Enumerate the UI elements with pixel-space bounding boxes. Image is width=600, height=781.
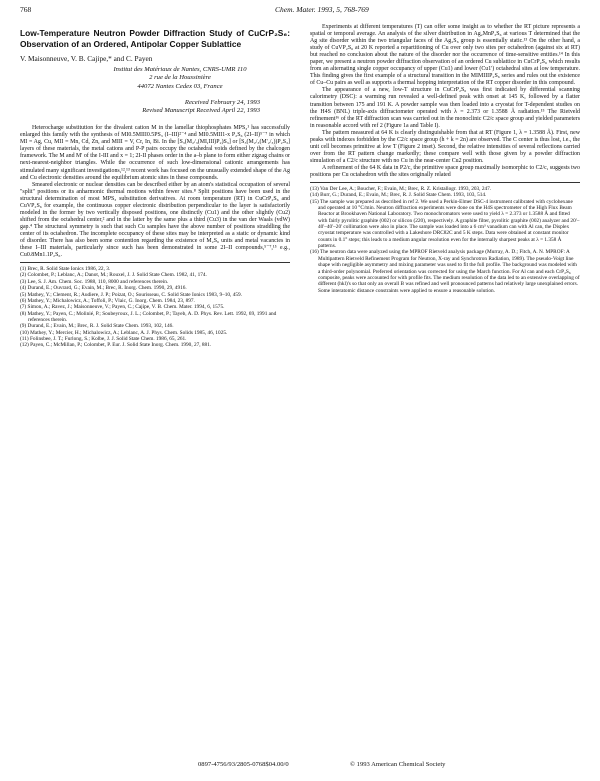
body-paragraph: The pattern measured at 64 K is clearly distinguishable from that at RT (Figure 1, λ = 1.3588 Å). First, new peaks with indexes forbidden by the C2/c space group (h + k = 2n) are observed. The C center is thus lost, i.e., the unit cell becomes primitive at low T (Figure 2 inset). Second, the relative intensities of several reflections carried over from the RT pattern change markedly; these compare well with those given by a powder diffraction simulation of a C2/c structure with no Cu in the near-center Cu2 position. xyxy=(310,129,580,164)
body-paragraph: Experiments at different temperatures (T) can offer some insight as to whether the RT picture represents a spatial or temporal average. An analysis of the silver distribution in Ag₂MnP₂S₆ at various T determined that the Ag site disorder within the two triangular faces of the Ag₂S₆ group is essentially static.¹³ On the other hand, a study of CuVP₂S₆ at 20 K reported a repartitioning of Cu over only two sites per octahedron (against six at RT) but reached no conclusion about the nature of the disorder nor the occurrence of time-sensitive entities.¹⁴ In this paper, we present a neutron powder diffraction observation of an ordered Cu sublattice in CuCrP₂S₆ which results from an alternating single copper occupancy of upper (Cu1) and lower (Cu1') octahedral sites at low temperature. This finding gives the first example of a structural transition in the MIMIIIP₂S₆ series and rules out the existence of Cu–Cu pairs as well as supports a thermal hopping interpretation of the RT copper disorder in this compound. xyxy=(310,24,580,87)
reference-item: (11) Folinsbee, J. T.; Furlong, S.; Kolbe, J. J. Solid State Chem. 1986, 65, 261. xyxy=(20,335,187,342)
footnote-rule xyxy=(310,182,580,183)
reference-item: (14) Burr, G.; Durand, E.; Evain, M.; Brec, R. J. Solid State Chem. 1993, 103, 514. xyxy=(310,192,487,199)
received-line: Received February 24, 1993 xyxy=(184,98,260,106)
affiliation-line: Institut des Matériaux de Nantes, CNRS-UMR 110 xyxy=(113,66,247,74)
reference-item: (2) Colombet, P.; Leblanc, A.; Danot, M.; Rouxel, J. J. Solid State Chem. 1982, 41, 174. xyxy=(20,272,207,279)
reference-item: (5) Mathey, Y.; Clement, R.; Audiere, J. P.; Poizat, O.; Sourisseau, C. Solid State Ionics 1983, 9–10, 459. xyxy=(20,291,242,298)
reference-item: (16) The neutron data were analyzed using the MPROF Rietveld analysis package (Murray, A. D.; Fitch, A. N. MPROF: A Multipattern Rietveld Refinement Program for Neutron, X-ray and Synchrotron Radiation, 1989). The pseudo-Voigt line shape with negligible asymmetry and mixing parameter was used to fit the full profile. The background was modeled with a third-order polynomial. Preferred orientation was corrected for using the March function. For Al can and each CrP₂S₆ composite, peaks were accounted for with profile fits. The medium resolution of the data led to an extensive overlapping of different (hkl)'s so that only an overall B was refined and well pronounced patterns had relatively large unexplained errors. Some interatomic distance constraints were applied to ensure a reasonable solution. xyxy=(310,249,580,294)
copyright-notice: © 1993 American Chemical Society xyxy=(350,761,446,768)
received-dates xyxy=(20,99,260,115)
page-footer xyxy=(20,761,580,771)
running-header xyxy=(20,5,580,17)
reference-item: (8) Mathey, Y.; Payen, C.; Molinié, P.; Soubeyroux, J. L.; Colombet, P.; Tayeb, A. D. Phys. Rev. Lett. 1992, 69, 1991 and references therein. xyxy=(20,310,277,323)
body-paragraph: A refinement of the 64 K data in P2/c, the primitive space group maximally isomorphic to C2/c, suggests two positions per Cu octahedron with the sites originally related xyxy=(310,164,580,178)
affiliation xyxy=(70,66,290,91)
reference-item: (3) Lee, S. J. Am. Chem. Soc. 1988, 110, 8000 and references therein. xyxy=(20,278,169,285)
body-paragraph: Heterocharge substitution for the divalent cation M in the lamellar thiophosphates MPS₃¹ has successfully enlarged this family with the synthesis of MI0.5MIII0.5PS₃ (I–III)²⁻⁴ and MI0.5MII1-x P₂S₆ (2I–II)⁵⁻⁷ in which MI = Ag, Cu, MII = Mn, Cd, Zn, and MIII = V, Cr, In, Bi. In the [S₃(M₂/₃(MI,III)P₂)S₃] or [S₃(M₂/₃(M'₂/₃))P₂S₃] layers of these materials, the metal cations and P-P pairs occupy the octahedral voids defined by the chalcogen framework. The M and M' of the I-III and x = 1; 2I-II phases order in the a–b plane to form either zigzag chains or next-nearest-neighbor triangles. While the occurrence of such low-dimensional cationic arrangements has stimulated many significant investigations,¹²,¹³ recent work has focused on the unusually extended shape of the Ag and Cu electronic densities around the equilibrium atomic sites in these compounds. xyxy=(20,125,290,181)
revised-line: Revised Manuscript Received April 22, 1993 xyxy=(142,107,260,115)
body-paragraph: The appearance of a new, low-T structure in CuCrP₂S₆ was first indicated by differential scanning calorimetry (DSC): a warming run revealed a well-defined peak with onset at 145 K, followed by a flatter transition between 175 and 191 K. A powder sample was then loaded into a cryostat for T-dependent studies on the H4S (BNL) triple-axis diffractometer operated with λ = 2.373 or 1.3588 Å radiation.¹⁵ The Rietveld refinement¹⁶ of the RT diffraction scan was carried out in the monoclinic C2/c space group and yielded parameters in reasonable accord with ref 2 (Figure 1a and Table I). xyxy=(310,87,580,129)
reference-item: (12) Payen, C.; McMillan, P.; Colombet, P. Eur. J. Solid State Inorg. Chem. 1990, 27, 881. xyxy=(20,342,212,349)
reference-item: (4) Durand, E.; Ouvrard, G.; Evain, M.; Brec, R. Inorg. Chem. 1990, 29, 4916. xyxy=(20,285,187,292)
right-column xyxy=(310,24,580,294)
reference-item: (6) Mathey, Y.; Michalowicz, A.; Toffoli, P.; Vlaic, G. Inorg. Chem. 1984, 23, 897. xyxy=(20,297,195,304)
article-authors: V. Maisonneuve, V. B. Cajipe,* and C. Payen xyxy=(20,54,153,64)
body-paragraph: Smeared electronic or nuclear densities can be described either by an atom's statistical occupation of several "split" positions or its anharmonic thermal motions within fewer sites.⁸ Split positions have been used in the structural determination of most MPS₃ substitution derivatives. At room temperature (RT) in CuCrP₂S₆ and CuVP₂S₆ for example, the continuous copper electronic distribution perpendicular to the layer is satisfactorily modeled in the former by two vertically disposed positions, one distinctly (Cu1) and the other slightly (Cu2) shifted from the octahedral center,² and in the latter by the same plus a third (Cu3) in the van der Waals (vdW) gap.⁴ The structural symmetry is such that such Cu samples have the above number of positions straddling the center of its octahedron. The incomplete occupancy of these sites may be interpreted as a static or dynamic kind of disorder. There has also been some contention regarding the existence of M₂S₆ units and metal vacancies in these I–III materials, particularly since such has been demonstrated in some 2I–II compounds,⁵⁻⁷,¹⁵ e.g., Cu0.8Mn1.1P₂S₆. xyxy=(20,181,290,259)
reference-item: (7) Simon, A.; Ravez, J.; Maisonneuve, V.; Payen, C.; Cajipe, V. B. Chem. Mater. 1994, 6, 1575. xyxy=(20,304,225,311)
reference-item: (15) The sample was prepared as described in ref 2. We used a Perkin-Elmer DSC-4 instrument calibrated with cyclohexane and operated at 10 °C/min. Neutron diffraction experiments were done on the H4S spectrometer of the High Flux Beam Reactor at Brookhaven National Laboratory. Two monochromators were used to yield λ = 2.373 or 1.3588 Å and fitted with fairly pyrolitic graphite (002) or silicon (220), respectively. A graphite filter, pyrolitic graphite (002) analyzer and 20'–40'–40'–20' collimation were also in place. The sample was loaded into a 6 cm³ vanadium can with Al can, the Displex cryostat temperature was controlled with a Lakeshore DRC82C and 5 K steps. Data were obtained at constant monitor counts in 0.1° steps; this leads to a medium angular resolution even for the internally sharpest peaks at λ = 1.358 Å patterns. xyxy=(310,198,580,250)
reference-list xyxy=(310,186,580,294)
article-title: Low-Temperature Neutron Powder Diffraction Study of CuCrP₂S₆: Observation of an Ordered, Antipolar Copper Sublattice xyxy=(20,28,290,49)
left-column xyxy=(20,24,290,349)
reference-item: (13) Van Der Lee, A.; Boucher, F.; Evain, M.; Brec, R. Z. Kristallogr. 1993, 203, 247. xyxy=(310,186,492,193)
reference-item: (10) Mathey, Y.; Mercier, H.; Michalowicz, A.; Leblanc, A. J. Phys. Chem. Solids 1985, 46, 1025. xyxy=(20,329,228,336)
footnote-rule xyxy=(20,262,290,263)
journal-citation: Chem. Mater. 1993, 5, 768-769 xyxy=(275,5,369,14)
reference-list xyxy=(20,266,290,348)
reference-item: (1) Brec, R. Solid State Ionics 1986, 22, 3. xyxy=(20,266,111,273)
reference-item: (9) Durand, E.; Evain, M.; Brec, R. J. Solid State Chem. 1993, 102, 146. xyxy=(20,323,174,330)
page-number: 768 xyxy=(20,5,32,14)
article-code: 0897-4756/93/2805-0768$04.00/0 xyxy=(198,761,289,768)
affiliation-line: 44072 Nantes Cedex 03, France xyxy=(137,82,223,90)
affiliation-line: 2 rue de la Houssinière xyxy=(149,74,211,82)
